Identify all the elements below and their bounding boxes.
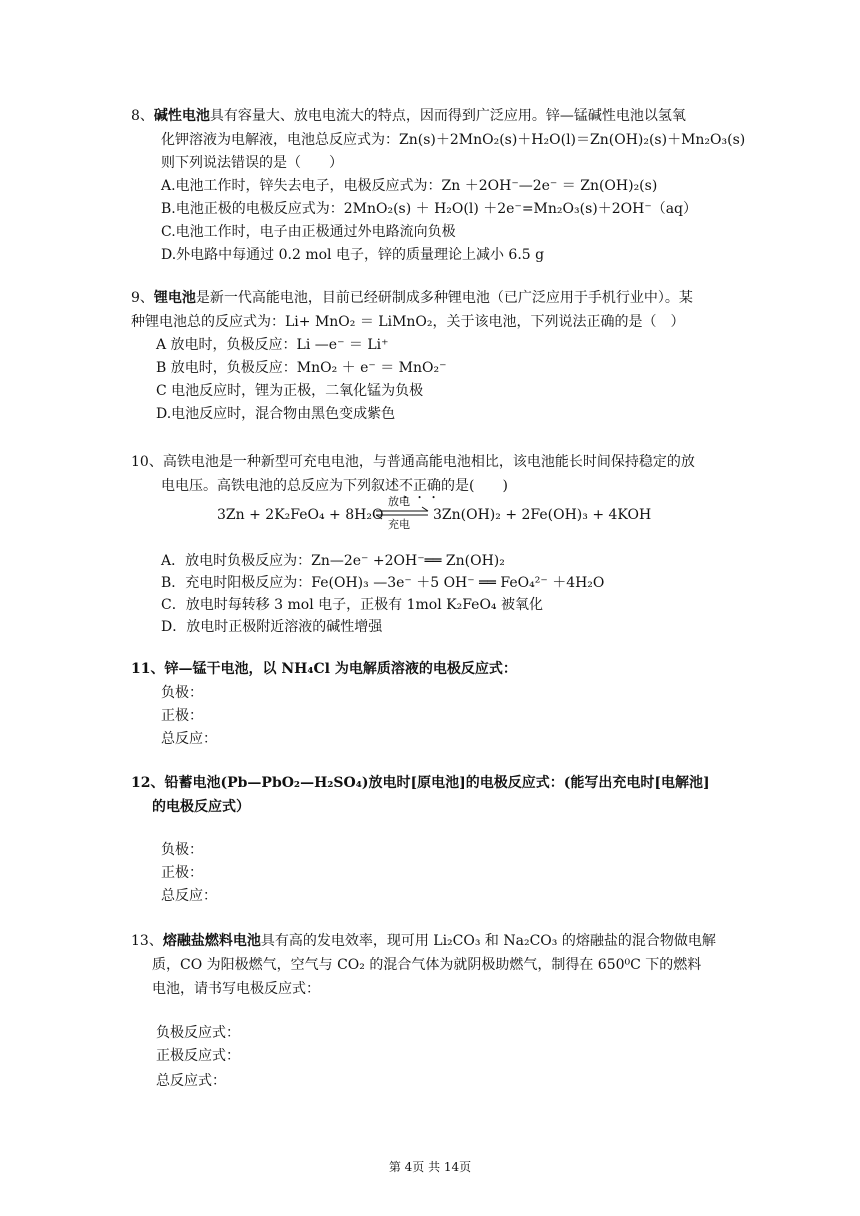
q13-positive-label: 正极反应式： [156, 1048, 240, 1064]
q11-title: 11、锌—锰干电池，以 NH₄Cl 为电解质溶液的电极反应式： [131, 661, 517, 677]
q8-line-3: 则下列说法错误的是（ ） [161, 155, 343, 171]
q8-number: 8、 [131, 108, 154, 124]
q9-option-a: A 放电时，负极反应：Li —e⁻ ＝ Li⁺ [156, 337, 389, 353]
q10-option-a: A．放电时负极反应为：Zn—2e⁻ +2OH⁻══ Zn(OH)₂ [161, 553, 505, 569]
q13-line-3: 电池，请书写电极反应式： [152, 981, 320, 997]
q9-option-c: C 电池反应时，锂为正极，二氧化锰为负极 [156, 383, 424, 399]
q10-arrow-label-charge: 充电 [388, 518, 410, 531]
q10-arrow-label-discharge: 放电 [388, 495, 410, 508]
q13-number: 13、 [131, 933, 163, 949]
q11-positive-label: 正极： [161, 708, 203, 724]
q10-equation-left: 3Zn + 2K₂FeO₄ + 8H₂O [217, 507, 384, 523]
q13-line-1 [131, 931, 716, 951]
q13-text-1: 具有高的发电效率，现可用 Li₂CO₃ 和 Na₂CO₃ 的熔融盐的混合物做电解 [260, 933, 716, 949]
q12-line-1: 12、铅蓄电池(Pb—PbO₂—H₂SO₄)放电时[原电池]的电极反应式：(能写出充电时[电解池] [131, 775, 710, 791]
page-footer: 第 4页 共 14页 [388, 1160, 472, 1174]
q10-text-2a: 电电压。高铁电池的总反应为下列叙述 [161, 478, 399, 494]
q12-negative-label: 负极： [161, 842, 203, 858]
q10-text-1: 高铁电池是一种新型可充电电池，与普通高能电池相比，该电池能长时间保持稳定的放 [162, 454, 695, 470]
q10-text-2c: 的是( ) [441, 478, 508, 494]
q8-text-1: 具有容量大、放电电流大的特点，因而得到广泛应用。锌—锰碱性电池以氢氧 [209, 108, 686, 124]
q8-option-c: C.电池工作时，电子由正极通过外电路流向负极 [161, 224, 456, 240]
q10-option-d: D．放电时正极附近溶液的碱性增强 [161, 619, 383, 635]
q9-text-1: 是新一代高能电池，目前已经研制成多种锂电池（已广泛应用于手机行业中）。某 [195, 290, 693, 306]
q12-positive-label: 正极： [161, 865, 203, 881]
q13-line-2: 质，CO 为阳极燃气，空气与 CO₂ 的混合气体为就阴极助燃气，制得在 650⁰C 下的燃料 [152, 957, 702, 973]
q10-line-2 [161, 476, 508, 502]
q12-line-2: 的电极反应式） [152, 799, 250, 815]
q10-option-c: C．放电时每转移 3 mol 电子，正极有 1mol K₂FeO₄ 被氧化 [161, 597, 543, 613]
q8-line-1 [131, 106, 686, 126]
q9-keyword: 锂电池 [153, 290, 196, 306]
q8-keyword: 碱性电池 [153, 108, 210, 124]
q9-option-b: B 放电时，负极反应：MnO₂ ＋ e⁻ ＝ MnO₂⁻ [156, 360, 447, 376]
q8-option-b: B.电池正极的电极反应式为：2MnO₂(s) ＋ H₂O(l) ＋2e⁻=Mn₂O₃(s)＋2OH⁻（aq） [161, 201, 698, 217]
q10-emphasis: 不正确 [399, 478, 441, 494]
q9-line-2: 种锂电池总的反应式为：Li+ MnO₂ ＝ LiMnO₂，关于该电池，下列说法正确的是（ ） [131, 314, 685, 330]
reversible-arrow-icon [372, 498, 432, 528]
q8-line-2: 化钾溶液为电解液，电池总反应式为：Zn(s)＋2MnO₂(s)＋H₂O(l)＝Zn(OH)₂(s)＋Mn₂O₃(s) [161, 132, 746, 148]
q13-negative-label: 负极反应式： [156, 1025, 240, 1041]
q9-line-1 [131, 288, 693, 308]
q10-number: 10、 [131, 454, 163, 470]
q13-total-label: 总反应式： [156, 1073, 226, 1089]
q11-total-label: 总反应： [161, 731, 217, 747]
q10-line-1 [131, 452, 695, 472]
q9-option-d: D.电池反应时，混合物由黑色变成紫色 [156, 406, 396, 422]
q8-option-d: D.外电路中每通过 0.2 mol 电子，锌的质量理论上减小 6.5 g [161, 247, 545, 263]
q11-negative-label: 负极： [161, 685, 203, 701]
q10-equation-right: 3Zn(OH)₂ + 2Fe(OH)₃ + 4KOH [433, 507, 652, 523]
q9-number: 9、 [131, 290, 154, 306]
q13-keyword: 熔融盐燃料电池 [162, 933, 261, 949]
q10-option-b: B．充电时阳极反应为：Fe(OH)₃ —3e⁻ ＋5 OH⁻ ══ FeO₄²⁻ ＋4H₂O [161, 575, 605, 591]
q8-option-a: A.电池工作时，锌失去电子，电极反应式为：Zn ＋2OH⁻—2e⁻ ＝ Zn(OH)₂(s) [161, 178, 658, 194]
q12-total-label: 总反应： [161, 888, 217, 904]
